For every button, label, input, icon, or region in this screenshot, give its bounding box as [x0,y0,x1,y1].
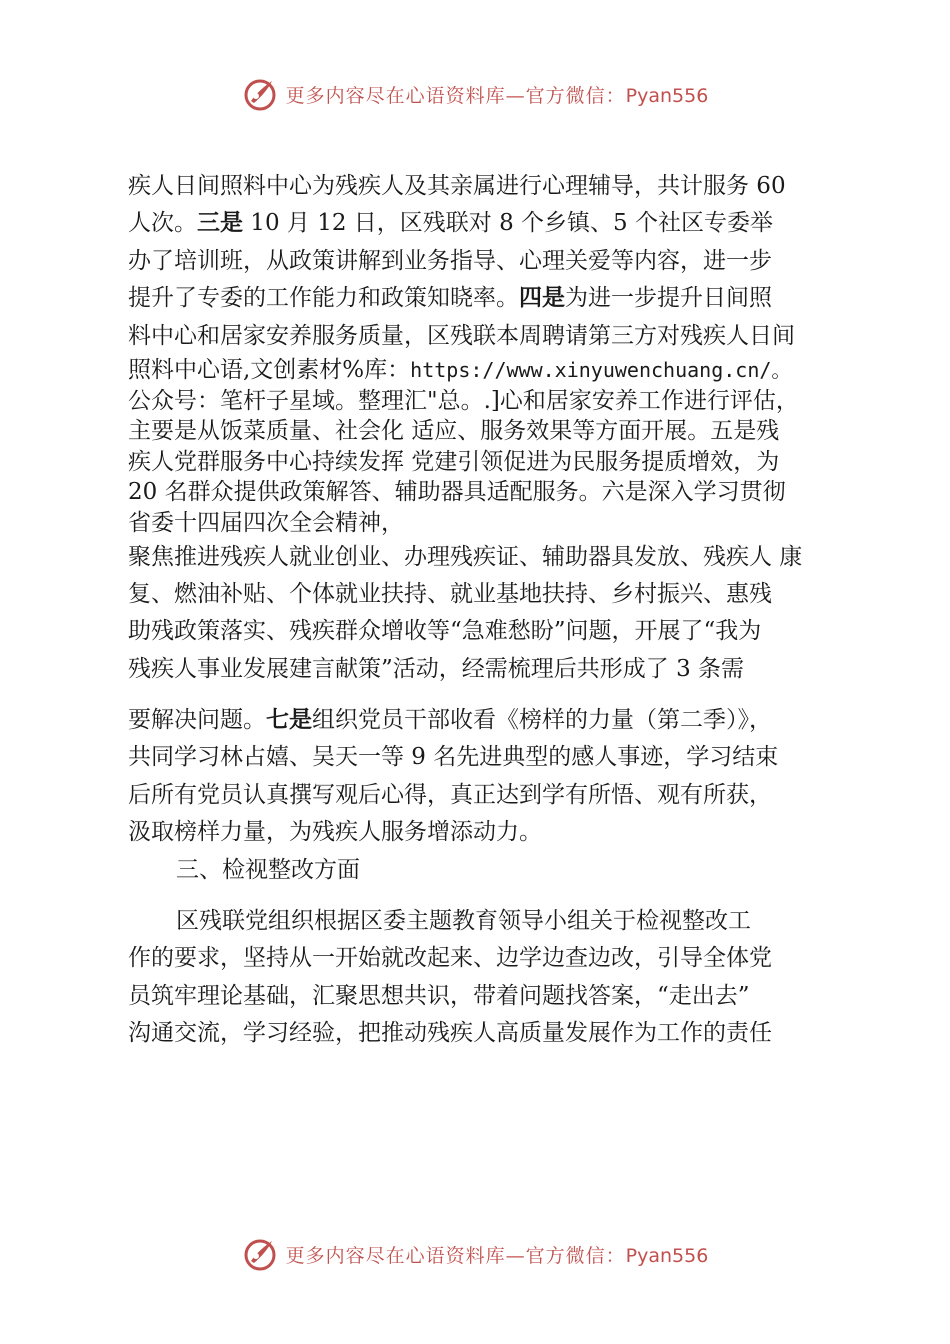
section-heading: 三、检视整改方面 [176,856,360,883]
url-text: https://www.xinyuwenchuang.cn/。 [410,357,792,382]
text-line: 疾人党群服务中心持续发挥 党建引领促进为民服务提质增效，为 [128,448,780,475]
text-line: 照料中心语,文创素材%库：https://www.xinyuwenchuang.cn/。 [128,356,792,383]
text-line: 作的要求，坚持从一开始就改起来、边学边查边改，引导全体党 [128,945,772,972]
text-line: 共同学习林占嬉、吴天一等 9 名先进典型的感人事迹，学习结束 [128,744,779,771]
text-line: 疾人日间照料中心为残疾人及其亲属进行心理辅导，共计服务 60 [128,173,786,199]
text-line: 要解决问题。七是组织党员干部收看《榜样的力量（第二季）》， [128,707,772,734]
emphasis-keyword: 三是 [197,210,243,237]
header-watermark [0,72,950,116]
text-line: 复、燃油补贴、个体就业扶持、就业基地扶持、乡村振兴、惠残 [128,580,772,607]
text-line: 汲取榜样力量，为残疾人服务增添动力。 [128,819,542,846]
document-body [128,168,868,1053]
text-line: 区残联党组织根据区委主题教育领导小组关于检视整改工 [176,908,751,935]
emphasis-keyword: 七是 [266,707,312,734]
text-line: 人次。三是 10 月 12 日，区残联对 8 个乡镇、5 个社区专委举 [128,210,773,237]
text-line: 料中心和居家安养服务质量，区残联本周聘请第三方对残疾人日间 [128,322,795,349]
text-line: 残疾人事业发展建言献策”活动，经需梳理后共形成了 3 条需 [128,655,745,682]
brand-text: 更多内容尽在心语资料库—官方微信：Pyan556 [285,1244,709,1267]
text-line: 沟通交流，学习经验，把推动残疾人高质量发展作为工作的责任 [128,1020,772,1047]
brand-text: 更多内容尽在心语资料库—官方微信：Pyan556 [285,84,709,107]
text-line: 聚焦推进残疾人就业创业、办理残疾证、辅助器具发放、残疾人 康 [128,543,803,570]
footer-watermark [0,1232,950,1276]
text-line: 助残政策落实、残疾群众增收等“急难愁盼”问题，开展了“我为 [128,618,762,645]
text-line: 提升了专委的工作能力和政策知晓率。四是为进一步提升日间照 [128,285,772,312]
text-line: 省委十四届四次全会精神， [128,509,404,536]
quill-seal-logo-icon [242,76,278,112]
emphasis-keyword: 四是 [519,285,565,312]
text-line: 办了培训班，从政策讲解到业务指导、心理关爱等内容，进一步 [128,247,772,274]
text-line: 20 名群众提供政策解答、辅助器具适配服务。六是深入学习贯彻 [128,479,786,506]
text-line: 员筑牢理论基础，汇聚思想共识，带着问题找答案，“走出去” [128,982,750,1009]
quill-seal-logo-icon [242,1236,278,1272]
text-line: 公众号：笔杆子星域。整理汇"总。.]心和居家安养工作进行评估， [128,387,799,414]
text-line: 后所有党员认真撰写观后心得，真正达到学有所悟、观有所获， [128,781,772,808]
text-line: 主要是从饭菜质量、社会化 适应、服务效果等方面开展。五是残 [128,418,780,445]
